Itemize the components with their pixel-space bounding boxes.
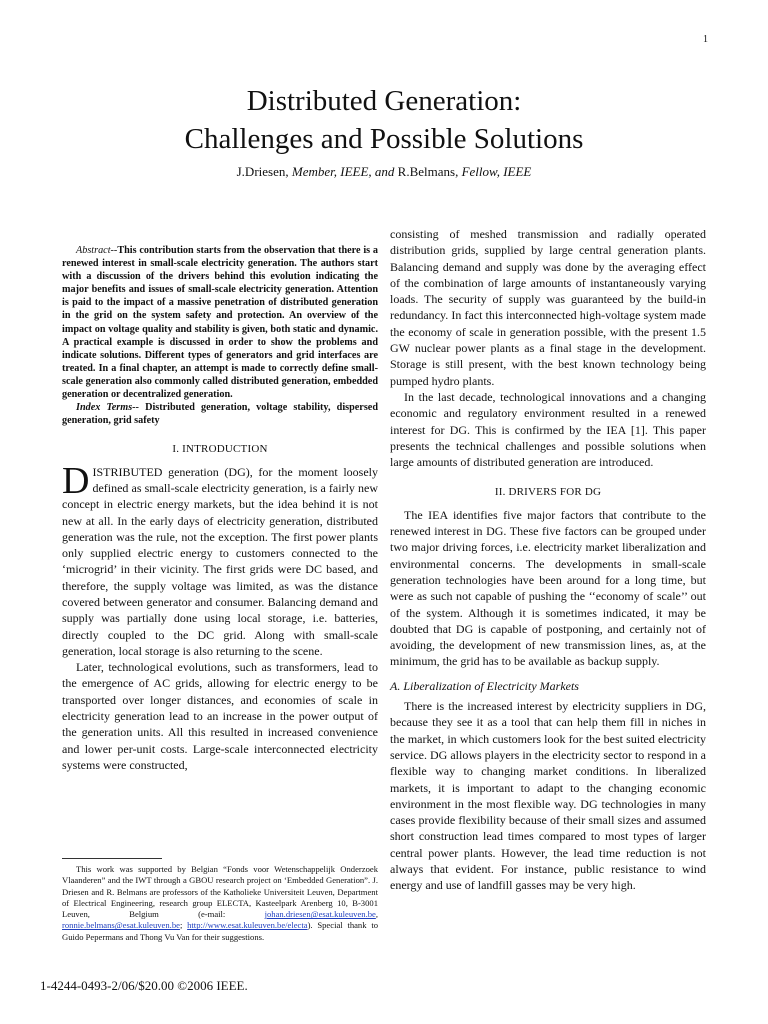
intro-paragraph-1 [62, 459, 378, 660]
footnote [62, 864, 378, 943]
left-column [62, 244, 378, 773]
footnote-email-1-link[interactable]: johan.driesen@esat.kuleuven.be [264, 909, 376, 920]
index-terms-lead: Index Terms [76, 402, 133, 414]
copyright-line: 1-4244-0493-2/06/$20.00 ©2006 IEEE. [40, 978, 248, 993]
author-1-name: J.Driesen, [236, 164, 292, 179]
footnote-text-2: ). Special thank to Guido Pepermans and Thong Vu Van for their suggestions. [62, 920, 378, 942]
author-2-name: R.Belmans, [397, 164, 462, 179]
author-line [0, 164, 768, 180]
intro-paragraph-last-decade: In the last decade, technological innovations and a changing economic and regulatory environment resulted in a renewed interest for DG. This is confirmed by the IEA [1]. This paper presents the technical challenges and possible solutions when large amounts of distributed generation are introduced. [390, 389, 706, 470]
title-line-2: Challenges and Possible Solutions [184, 123, 584, 155]
section-heading-drivers: II. DRIVERS FOR DG [494, 486, 602, 499]
drop-cap: D [62, 459, 90, 502]
abstract-lead: Abstract-- [76, 245, 118, 256]
intro-paragraph-continued: consisting of meshed transmission and radially operated distribution grids, supplied by large central generation plants. Balancing demand and supply was done by the averaging effect of the combination of large amounts of instantaneously varying loads. The security of supply was guaranteed by the build-in redundancy. In fact this interconnected high-voltage system made the economy of scale in generation possible, with the present 1.5 GW nuclear power plants as a final stage in the development. Storage is still present, with the best known technology being pumped hydro plants. [390, 227, 706, 388]
right-column [390, 226, 706, 894]
liberalization-paragraph: There is the increased interest by electricity suppliers in DG, because they see it as a tool that can help them fill in niches in the market, in which customers look for the best suited electricity service. DG allows players in the electricity sector to respond in a flexible way to changing market conditions. In liberalized markets, it is important to adapt to the changing economic environment in the most flexible way. DG technologies in many cases provide flexibility because of their small sizes and assumed short construction lead times compared to most types of larger central power plants. However, the lead time reduction is not always that evident. For instance, public resistance to wind energy and use of landfill gasses may be very high. [390, 699, 706, 893]
footnote-divider [62, 858, 162, 859]
page-number: 1 [703, 34, 708, 45]
section-heading-introduction: I. INTRODUCTION [172, 443, 268, 456]
footnote-email-2-link[interactable]: ronnie.belmans@esat.kuleuven.be [62, 920, 180, 931]
footnote-separator-1: , [375, 909, 378, 920]
subsection-heading-liberalization: A. Liberalization of Electricity Markets [390, 678, 579, 693]
footnote-separator-2: ; [179, 920, 188, 931]
footnote-url-link[interactable]: http://www.esat.kuleuven.be/electa [187, 920, 308, 931]
abstract-text: This contribution starts from the observation that there is a renewed interest in small-scale electricity generation. The authors start with a discussion of the drivers behind this evolution indicating the major benefits and issues of small-scale electricity generation. Attention is paid to the impact of a massive penetration of distributed generation in the grid on the system safety and protection. An overview of the impact on voltage quality and stability is given, both static and dynamic. A practical example is discussed in order to show the problems and indicate solutions. Different types of generators and grid interfaces are treated. In a final chapter, an attempt is made to correctly define small-scale generation also commonly called distributed generation, embedded generation or decentralized generation. [62, 245, 378, 401]
index-terms-text: -- Distributed generation, voltage stability, dispersed generation, grid safety [62, 402, 378, 427]
drivers-paragraph-1: The IEA identifies five major factors that contribute to the renewed interest in DG. These five factors can be grouped under two major driving forces, i.e. electricity market liberalization and environmental concerns. The developments in small-scale generation technologies have been around for a long time, but were as such not capable of pushing the ‘‘economy of scale’’ out of the system. Although it is sometimes indicated, it may be doubted that DG is capable of postponing, and certainly not of avoiding, the development of new transmission lines, as, at the minimum, the grid has to be available as backup supply. [390, 507, 706, 669]
author-2-role: Fellow, IEEE [461, 164, 532, 179]
paper-title [0, 82, 768, 158]
footnote-text-1: This work was supported by Belgian “Fonds voor Wetenschappelijk Onderzoek Vlaanderen” and the IWT through a GBOU research project on ‘Embedded Generation”. J. Driesen and R. Belmans are professors of the Katholieke Universiteit Leuven, Department of Electrical Engineering, research group ELECTA, Kasteelpark Arenberg 10, B-3001 Leuven, Belgium (e-mail: [62, 864, 378, 920]
intro-paragraph-2: Later, technological evolutions, such as transformers, lead to the emergence of AC grids, allowing for electric energy to be transported over longer distances, and economies of scale in electricity generation lead to an increase in the power output of the generation units. All this resulted in increased convenience and lower per-unit costs. Large-scale interconnected electricity systems were constructed, [62, 660, 378, 772]
author-1-role: Member, IEEE, and [291, 164, 398, 179]
abstract [62, 244, 378, 401]
title-line-1: Distributed Generation: [246, 85, 522, 117]
index-terms [62, 401, 378, 427]
intro-paragraph-1-text: ISTRIBUTED generation (DG), for the moment loosely defined as small-scale electricity generation, is a fairly new concept in electric energy markets, but the idea behind it is not new at all. In the early days of electricity generation, distributed generation was the rule, not the exception. The first power plants only supplied electric energy to customers connected to the ‘microgrid’ in their vicinity. The first grids were DC based, and therefore, the supply voltage was limited, as was the distance covered between generator and consumer. Balancing demand and supply was partially done using local storage, i.e. batteries, directly coupled to the DC grid. Along with small-scale generation, local storage is also returning to the scene. [62, 464, 378, 658]
